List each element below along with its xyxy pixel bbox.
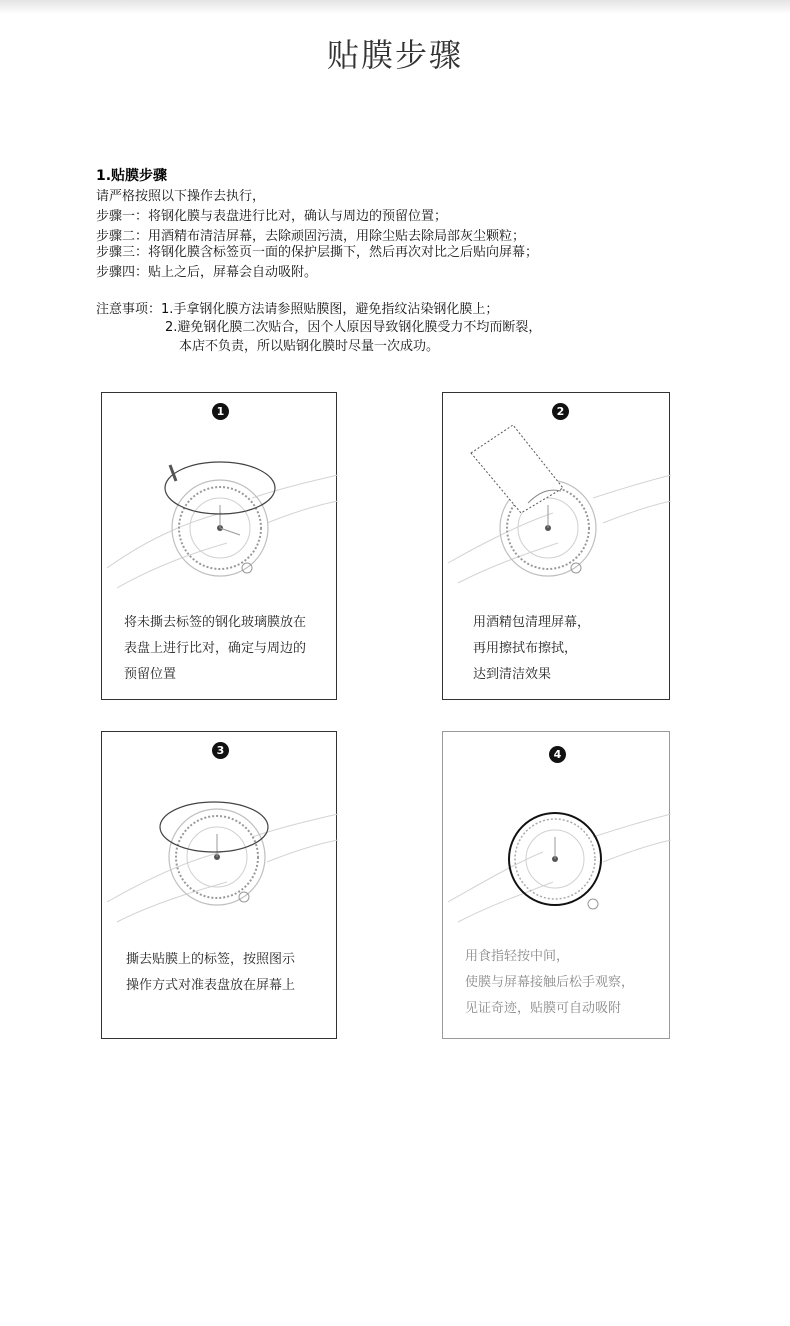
step-panel-2 — [442, 392, 670, 700]
note-2: 2.避免钢化膜二次贴合，因个人原因导致钢化膜受力不均而断裂， — [165, 320, 542, 335]
watch-illustration — [443, 732, 671, 942]
step-panel-1 — [101, 392, 337, 700]
caption-line: 撕去贴膜上的标签，按照图示 — [126, 952, 296, 967]
step-number-badge: 4 — [549, 746, 566, 763]
caption-line: 使膜与屏幕接触后松手观察， — [465, 975, 635, 990]
step-four: 步骤四：贴上之后，屏幕会自动吸附。 — [96, 265, 318, 280]
caption-line: 表盘上进行比对，确定与周边的 — [124, 641, 307, 656]
intro-line: 请严格按照以下操作去执行， — [96, 189, 266, 204]
note-3: 本店不负责，所以贴钢化膜时尽量一次成功。 — [179, 339, 440, 354]
step-three: 步骤三：将钢化膜含标签页一面的保护层撕下，然后再次对比之后贴向屏幕； — [96, 245, 539, 260]
page-title: 贴膜步骤 — [326, 36, 463, 74]
step-one: 步骤一：将钢化膜与表盘进行比对，确认与周边的预留位置； — [96, 209, 448, 224]
watch-illustration — [443, 393, 671, 613]
step-number-badge: 3 — [212, 742, 229, 759]
step-panel-3 — [101, 731, 337, 1039]
caption-line: 将未撕去标签的钢化玻璃膜放在 — [124, 615, 307, 630]
section-heading: 1.贴膜步骤 — [96, 168, 168, 184]
caption-line: 见证奇迹，贴膜可自动吸附 — [465, 1001, 622, 1016]
step-number-badge: 1 — [212, 403, 229, 420]
caption-line: 再用擦拭布擦拭， — [473, 641, 578, 656]
step-number-badge: 2 — [552, 403, 569, 420]
caption-line: 达到清洁效果 — [473, 667, 552, 682]
caption-line: 用食指轻按中间， — [465, 949, 570, 964]
step-panel-4 — [442, 731, 670, 1039]
step-two: 步骤二：用酒精布清洁屏幕，去除顽固污渍，用除尘贴去除局部灰尘颗粒； — [96, 229, 526, 244]
note-1: 注意事项：1.手拿钢化膜方法请参照贴膜图，避免指纹沾染钢化膜上； — [96, 302, 499, 317]
watch-illustration — [102, 393, 338, 613]
watch-illustration — [102, 732, 338, 942]
caption-line: 操作方式对准表盘放在屏幕上 — [126, 978, 296, 993]
caption-line: 用酒精包清理屏幕， — [473, 615, 591, 630]
caption-line: 预留位置 — [124, 667, 177, 682]
top-shade — [0, 0, 790, 14]
